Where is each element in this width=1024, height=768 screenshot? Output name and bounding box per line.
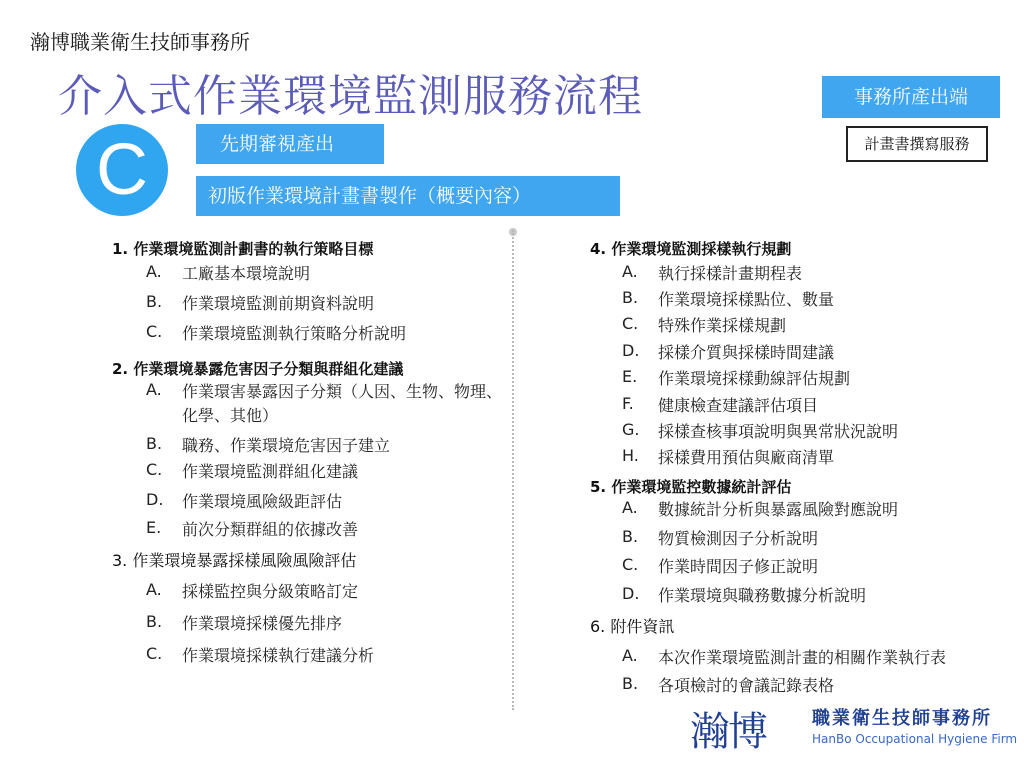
item-text: 各項檢討的會議記錄表格 <box>658 676 835 695</box>
item-text: 作業環境監測前期資料說明 <box>182 294 375 313</box>
item-letter: G. <box>622 420 640 439</box>
logo-subtitle: HanBo Occupational Hygiene Firm <box>812 732 1018 746</box>
item-text: 採樣查核事項說明與異常狀況說明 <box>658 422 899 441</box>
plan-writing-service-box: 計畫書撰寫服務 <box>846 126 988 162</box>
item-letter: D. <box>622 584 640 603</box>
item-text: 採樣監控與分級策略訂定 <box>182 582 359 601</box>
section-5-heading: 5. 作業環境監控數據統計評估 <box>590 478 792 496</box>
item-letter: B. <box>146 292 163 311</box>
section-3-heading: 3. 作業環境暴露採樣風險風險評估 <box>112 551 357 570</box>
item-text: 本次作業環境監測計畫的相關作業執行表 <box>658 648 947 667</box>
page-title: 介入式作業環境監測服務流程 <box>58 71 643 122</box>
item-letter: B. <box>622 527 639 546</box>
item-text: 作業環境採樣優先排序 <box>182 614 343 633</box>
item-letter: D. <box>146 490 164 509</box>
item-text: 工廠基本環境說明 <box>182 264 311 283</box>
item-text: 作業環境風險級距評估 <box>182 492 343 511</box>
section-2-heading: 2. 作業環境暴露危害因子分類與群組化建議 <box>112 360 404 378</box>
item-text: 職務、作業環境危害因子建立 <box>182 436 391 455</box>
item-letter: B. <box>622 674 639 693</box>
item-text: 採樣介質與採樣時間建議 <box>658 343 835 362</box>
section-letter-badge: C <box>76 124 168 216</box>
item-letter: A. <box>622 498 638 517</box>
item-text: 前次分類群組的依據改善 <box>182 520 359 539</box>
item-letter: E. <box>146 518 162 537</box>
item-letter: F. <box>622 394 634 413</box>
item-letter: H. <box>622 446 639 465</box>
column-divider <box>512 230 514 710</box>
logo-mark: 瀚博 <box>690 709 766 755</box>
prelim-review-label: 先期審視產出 <box>196 124 384 164</box>
item-letter: C. <box>146 644 163 663</box>
item-letter: C. <box>622 555 639 574</box>
item-text: 作業時間因子修正說明 <box>658 557 819 576</box>
item-text: 作業環境採樣動線評估規劃 <box>658 369 851 388</box>
item-letter: A. <box>622 262 638 281</box>
item-text: 數據統計分析與暴露風險對應說明 <box>658 500 899 519</box>
section-6-heading: 6. 附件資訊 <box>590 617 675 636</box>
item-text: 特殊作業採樣規劃 <box>658 316 787 335</box>
item-letter: C. <box>146 322 163 341</box>
item-letter: A. <box>146 262 162 281</box>
item-letter: B. <box>622 288 639 307</box>
item-text: 作業環境採樣執行建議分析 <box>182 646 375 665</box>
item-text: 執行採樣計畫期程表 <box>658 264 803 283</box>
logo-name: 職業衛生技師事務所 <box>812 708 992 729</box>
draft-plan-label: 初版作業環境計畫書製作（概要內容） <box>196 176 620 216</box>
item-text: 採樣費用預估與廠商清單 <box>658 448 835 467</box>
item-letter: E. <box>622 367 638 386</box>
item-letter: B. <box>146 434 163 453</box>
item-letter: B. <box>146 612 163 631</box>
item-letter: C. <box>622 314 639 333</box>
item-text: 物質檢測因子分析說明 <box>658 529 819 548</box>
item-letter: A. <box>622 646 638 665</box>
section-4-heading: 4. 作業環境監測採樣執行規劃 <box>590 240 792 258</box>
item-letter: D. <box>622 341 640 360</box>
item-letter: C. <box>146 460 163 479</box>
item-letter: A. <box>146 380 162 399</box>
item-text: 作業環境採樣點位、數量 <box>658 290 835 309</box>
office-output-label: 事務所產出端 <box>822 76 1000 118</box>
item-letter: A. <box>146 580 162 599</box>
item-text: 作業環境與職務數據分析說明 <box>658 586 867 605</box>
section-1-heading: 1. 作業環境監測計劃書的執行策略目標 <box>112 240 374 258</box>
item-text: 作業環害暴露因子分類（人因、生物、物理、化學、其他） <box>182 382 503 425</box>
item-text: 健康檢查建議評估項目 <box>658 396 819 415</box>
item-text: 作業環境監測執行策略分析說明 <box>182 324 407 343</box>
item-text: 作業環境監測群組化建議 <box>182 462 359 481</box>
company-name: 瀚博職業衛生技師事務所 <box>30 30 250 54</box>
